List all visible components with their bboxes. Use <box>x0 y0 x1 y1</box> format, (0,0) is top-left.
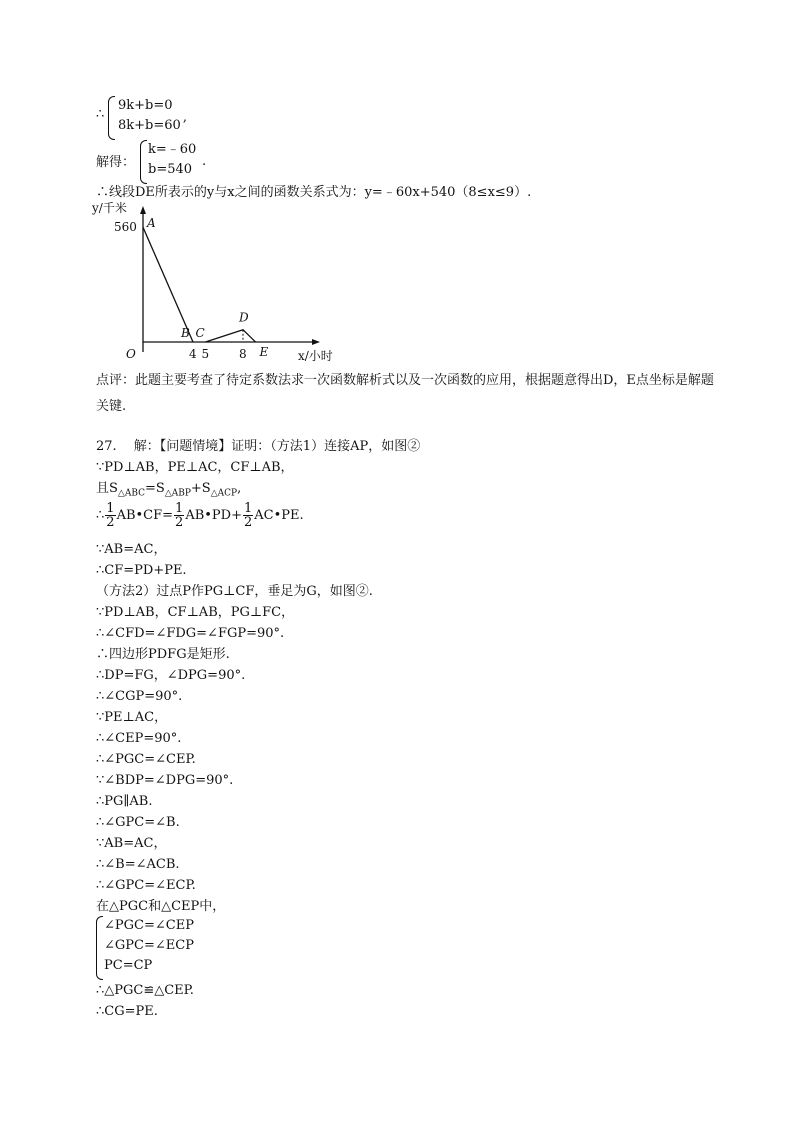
brace <box>108 96 115 140</box>
proof-line: ∴CG=PE. <box>96 1004 158 1019</box>
proof-line: ∵AB=AC， <box>96 836 167 851</box>
x-tick-label: 8 <box>239 347 247 361</box>
proof-line: ∴CF=PD+PE. <box>96 563 187 578</box>
proof-line: ∴∠GPC=∠ECP. <box>96 878 196 893</box>
proof-line: ∴∠B=∠ACB. <box>96 857 180 872</box>
proof-line: ∴四边形PDFG是矩形. <box>96 647 230 662</box>
point-label-e: E <box>259 345 269 359</box>
proof-line: ∴PG∥AB. <box>96 794 153 809</box>
therefore-symbol: ∴ <box>96 107 105 122</box>
proof-line: 在△PGC和△CEP中， <box>96 899 226 914</box>
equation-row: ∠PGC=∠CEP <box>104 918 194 933</box>
half-fraction: $\frac{1}{2}$ <box>106 501 115 530</box>
proof-line: ∴∠CFD=∠FDG=∠FGP=90°. <box>96 626 285 641</box>
proof-line: ∴∠GPC=∠B. <box>96 815 180 830</box>
proof-line: ∵∠BDP=∠DPG=90°. <box>96 773 234 788</box>
x-axis-label: x/小时 <box>298 349 333 363</box>
proof-line: ∴∠CGP=90°. <box>96 689 183 704</box>
proof-line: ∴DP=FG，∠DPG=90°. <box>96 668 246 683</box>
fraction-equation: ∴ $\frac{1}{2}$ AB•CF= $\frac{1}{2}$ AB•PD+ $\frac{1}{2}$ AC•PE. <box>96 501 304 530</box>
equation-system-2 <box>96 140 296 182</box>
proof-line: ∴∠CEP=90°. <box>96 731 182 746</box>
equation-system-1 <box>96 96 236 138</box>
point-label-c: C <box>195 326 205 340</box>
equation-row: b=540. <box>148 154 207 177</box>
y-axis-label: y/千米 <box>92 201 127 215</box>
distance-time-graph <box>90 200 350 365</box>
proof-line: ∴∠PGC=∠CEP. <box>96 752 196 767</box>
equation-row: 8k+b=60, <box>118 110 187 133</box>
y-tick-label: 560 <box>114 220 137 235</box>
equation-row: 9k+b=0 <box>118 98 173 113</box>
half-fraction: $\frac{1}{2}$ <box>243 501 253 530</box>
proof-line: ∵PD⊥AB，PE⊥AC，CF⊥AB， <box>96 460 294 475</box>
proof-line: ∴△PGC≌△CEP. <box>96 983 194 998</box>
congruence-system <box>96 916 256 978</box>
segment-cde <box>206 330 256 342</box>
q27-header: 27. 解：【问题情境】证明：（方法1）连接AP，如图② <box>96 439 421 454</box>
function-conclusion: ∴线段DE所表示的y与x之间的函数关系式为：y=﹣60x+540（8≤x≤9）. <box>96 185 532 200</box>
point-label-d: D <box>239 310 249 325</box>
x-tick-label: 4 <box>189 347 197 361</box>
segment-ab <box>143 227 193 342</box>
equation-row: ∠GPC=∠ECP <box>104 938 194 953</box>
y-axis-arrow-icon <box>140 206 146 214</box>
x-tick-label: 5 <box>201 347 210 361</box>
area-equation: 且$S_{\triangle ABC}=S_{\triangle ABP}+S_{\triangle ACP}$, <box>96 481 242 499</box>
solve-label: 解得： <box>96 155 136 170</box>
half-fraction: $\frac{1}{2}$ <box>175 501 184 530</box>
proof-line: （方法2）过点P作PG⊥CF，垂足为G，如图②. <box>96 584 373 599</box>
origin-label: O <box>126 347 136 361</box>
x-axis-arrow-icon <box>312 339 320 345</box>
equation-row: k=﹣60 <box>148 142 197 157</box>
point-label-b: B <box>181 326 190 340</box>
proof-line: ∵PD⊥AB，CF⊥AB，PG⊥FC， <box>96 605 295 620</box>
brace <box>96 916 103 980</box>
proof-line: ∵PE⊥AC， <box>96 710 168 725</box>
equation-row: PC=CP <box>104 958 153 973</box>
proof-line: ∵AB=AC， <box>96 542 167 557</box>
point-label-a: A <box>147 216 156 231</box>
comment-paragraph: 点评：此题主要考查了待定系数法求一次函数解析式以及一次函数的应用，根据题意得出D，E点坐标是解题关键. <box>96 373 714 414</box>
brace <box>140 140 147 184</box>
